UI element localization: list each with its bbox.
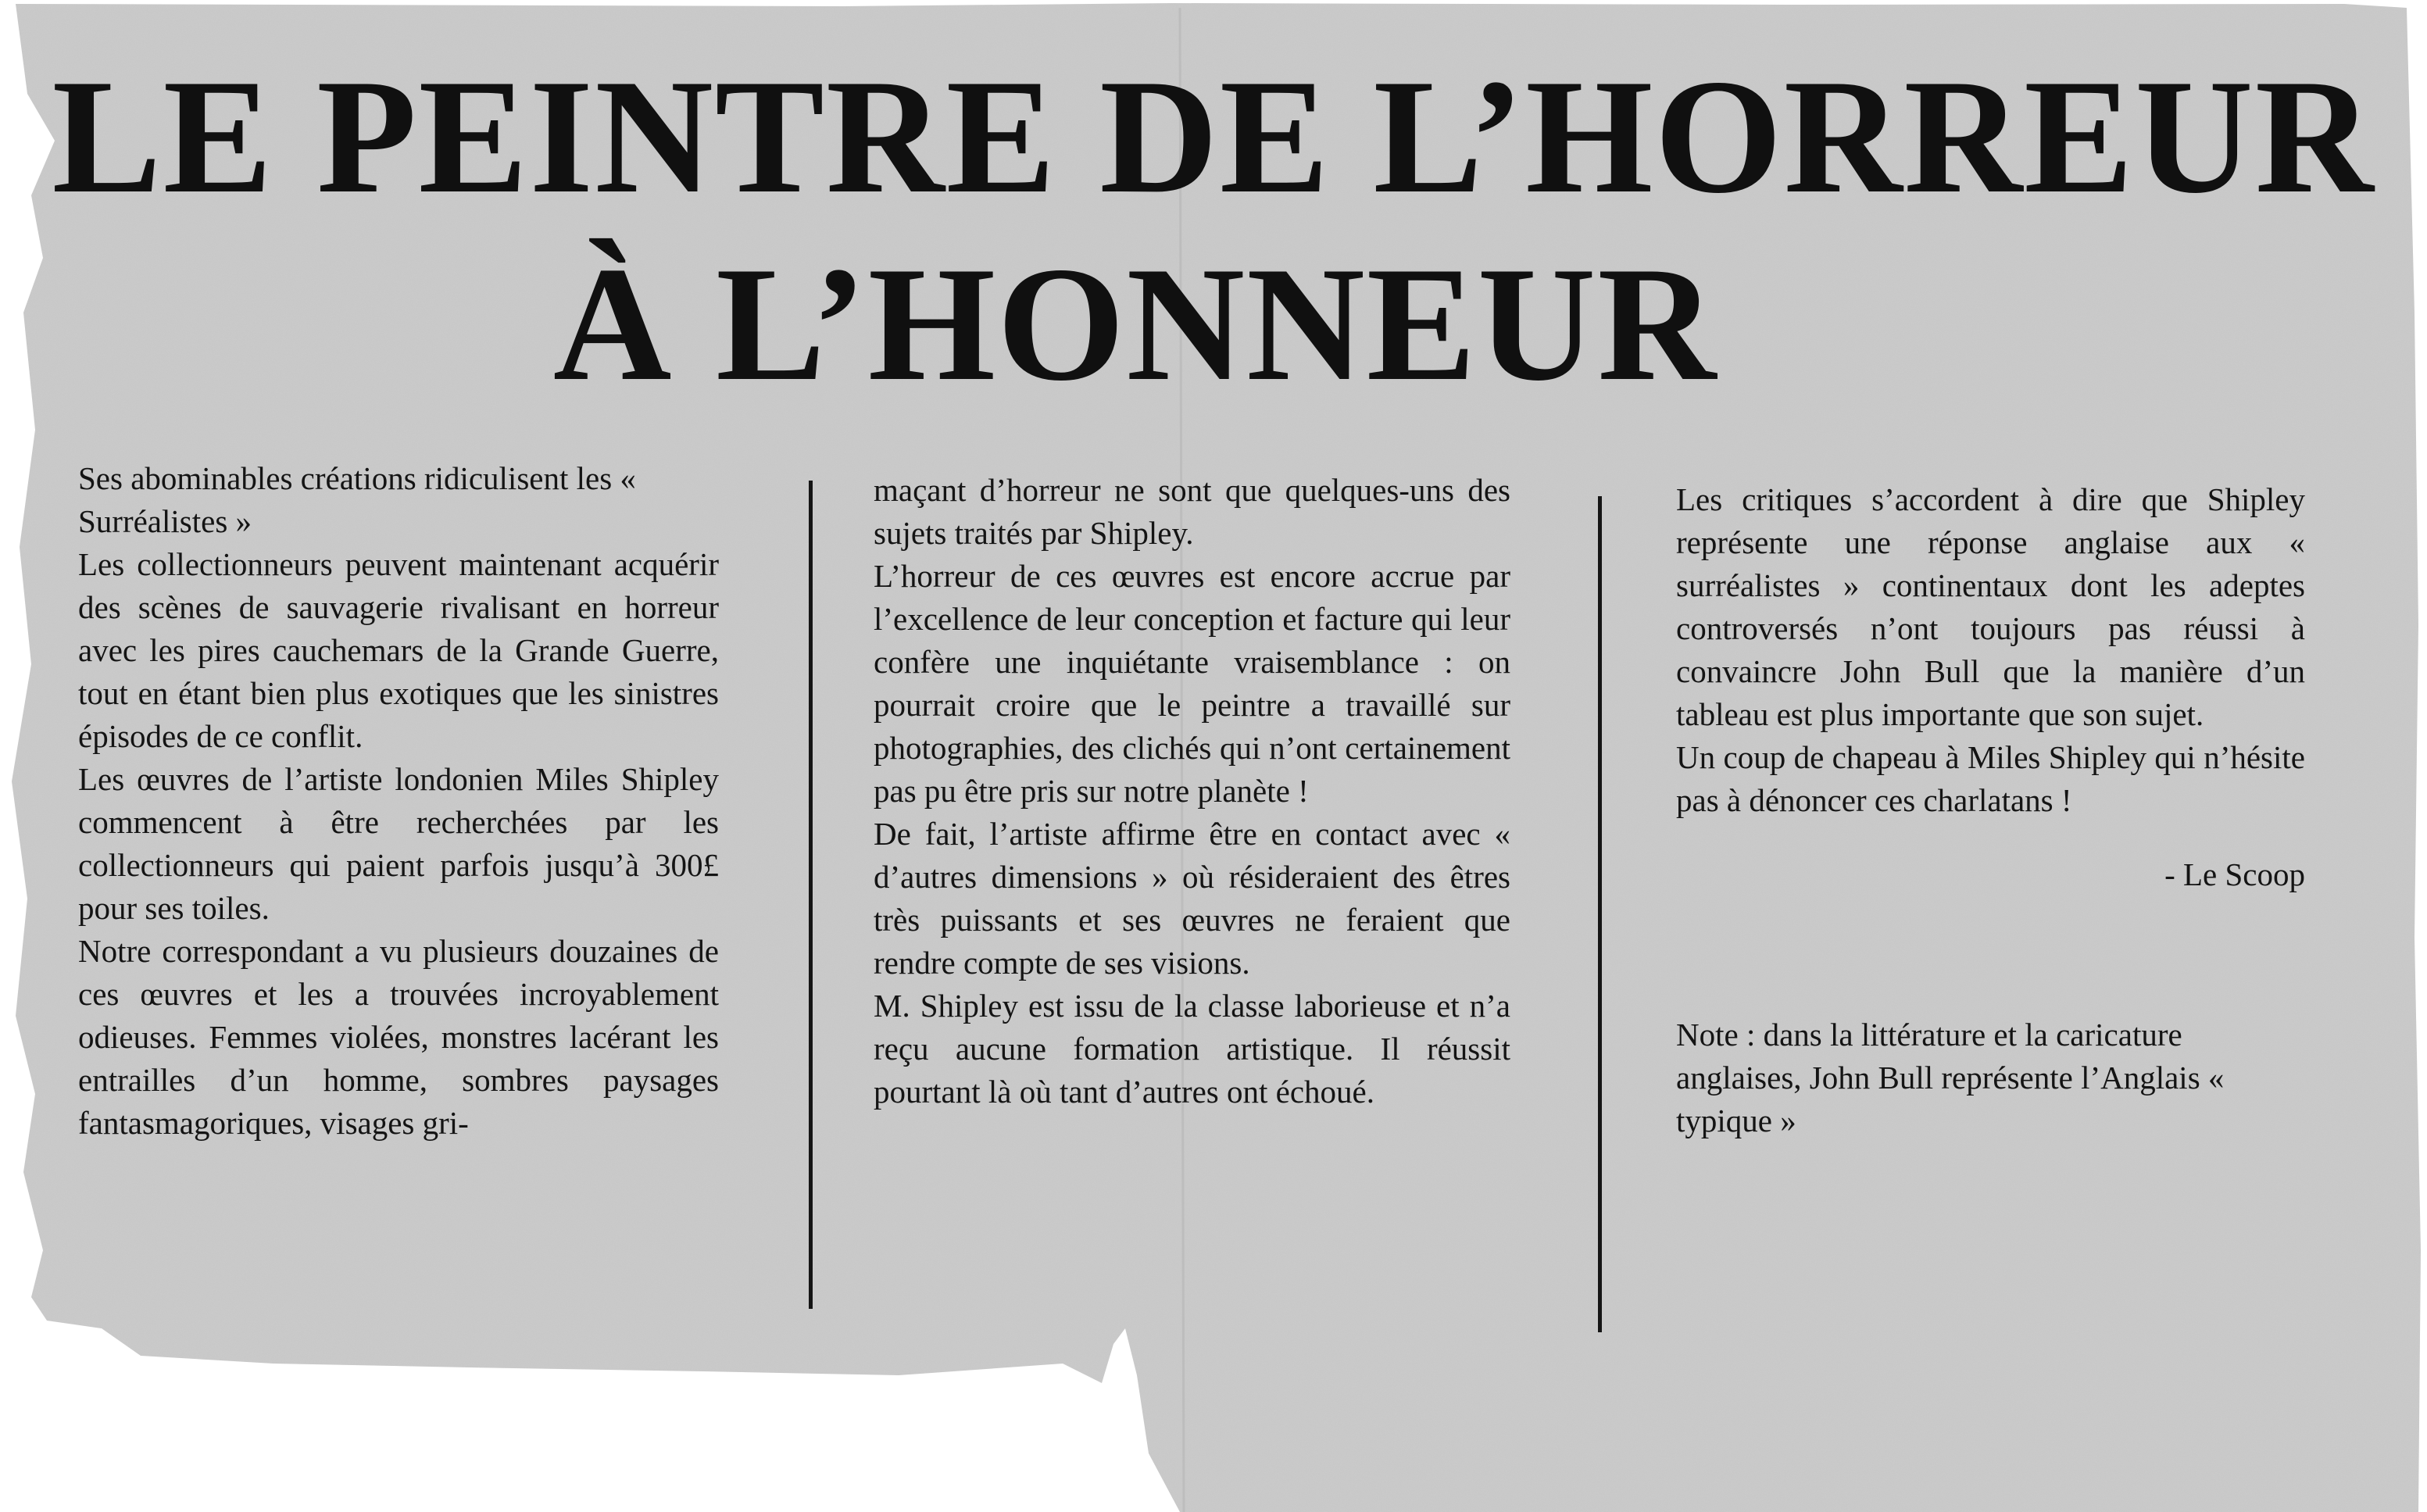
article-paragraph: Les œuvres de l’artiste londonien Miles Shipley commencent à être recherchées par les collectionneurs qui paient parfois jusqu’à 300£ pour ses toiles.	[78, 761, 719, 926]
article-column-1	[78, 457, 719, 1145]
article-paragraph: Un coup de chapeau à Miles Shipley qui n’hésite pas à dénoncer ces charlatans !	[1676, 739, 2305, 818]
article-paragraph: M. Shipley est issu de la classe laborieuse et n’a reçu aucune formation artistique. Il réussit pourtant là où tant d’autres ont échoué.	[874, 988, 1510, 1110]
article-paragraph: Les collectionneurs peuvent maintenant acquérir des scènes de sauvagerie rivalisant en horreur avec les pires cauchemars de la Grande Guerre, tout en étant bien plus exotiques que les sinistres épisodes de ce conflit.	[78, 546, 719, 754]
article-paragraph: Notre correspondant a vu plusieurs douzaines de ces œuvres et les a trouvées incroyablement odieuses. Femmes violées, monstres lacérant les entrailles d’un homme, sombres paysages fantasmagoriques, visages gri-	[78, 933, 719, 1141]
headline-line-1: LE PEINTRE DE L’HORREUR	[52, 46, 2375, 227]
article-paragraph: maçant d’horreur ne sont que quelques-uns des sujets traités par Shipley.	[874, 472, 1510, 551]
article-column-3	[1676, 478, 2305, 1142]
article-paragraph: Les critiques s’accordent à dire que Shipley représente une réponse anglaise aux « surréalistes » continentaux dont les adeptes controversés n’ont toujours pas réussi à convaincre John Bull que la manière d’un tableau est plus importante que son sujet.	[1676, 481, 2305, 732]
article-paragraph: L’horreur de ces œuvres est encore accrue par l’excellence de leur conception et facture qui leur confère une inquiétante vraisemblance : on pourrait croire que le peintre a travaillé sur photographies, des clichés qui n’ont certainement pas pu être pris sur notre planète !	[874, 558, 1510, 809]
article-column-2	[874, 469, 1510, 1113]
column-divider	[1598, 496, 1602, 1332]
footnote: Note : dans la littérature et la caricature anglaises, John Bull représente l’Anglais « typique »	[1676, 1017, 2225, 1138]
headline-line-2: À L’HONNEUR	[552, 234, 1718, 415]
subtitle-paragraph: Ses abominables créations ridiculisent les « Surréalistes »	[78, 460, 636, 539]
article-paragraph: De fait, l’artiste affirme être en contact avec « d’autres dimensions » où résideraient des êtres très puissants et ses œuvres ne feraient que rendre compte de ses visions.	[874, 816, 1510, 981]
column-divider	[809, 481, 813, 1309]
article-signature: - Le Scoop	[2164, 856, 2305, 892]
